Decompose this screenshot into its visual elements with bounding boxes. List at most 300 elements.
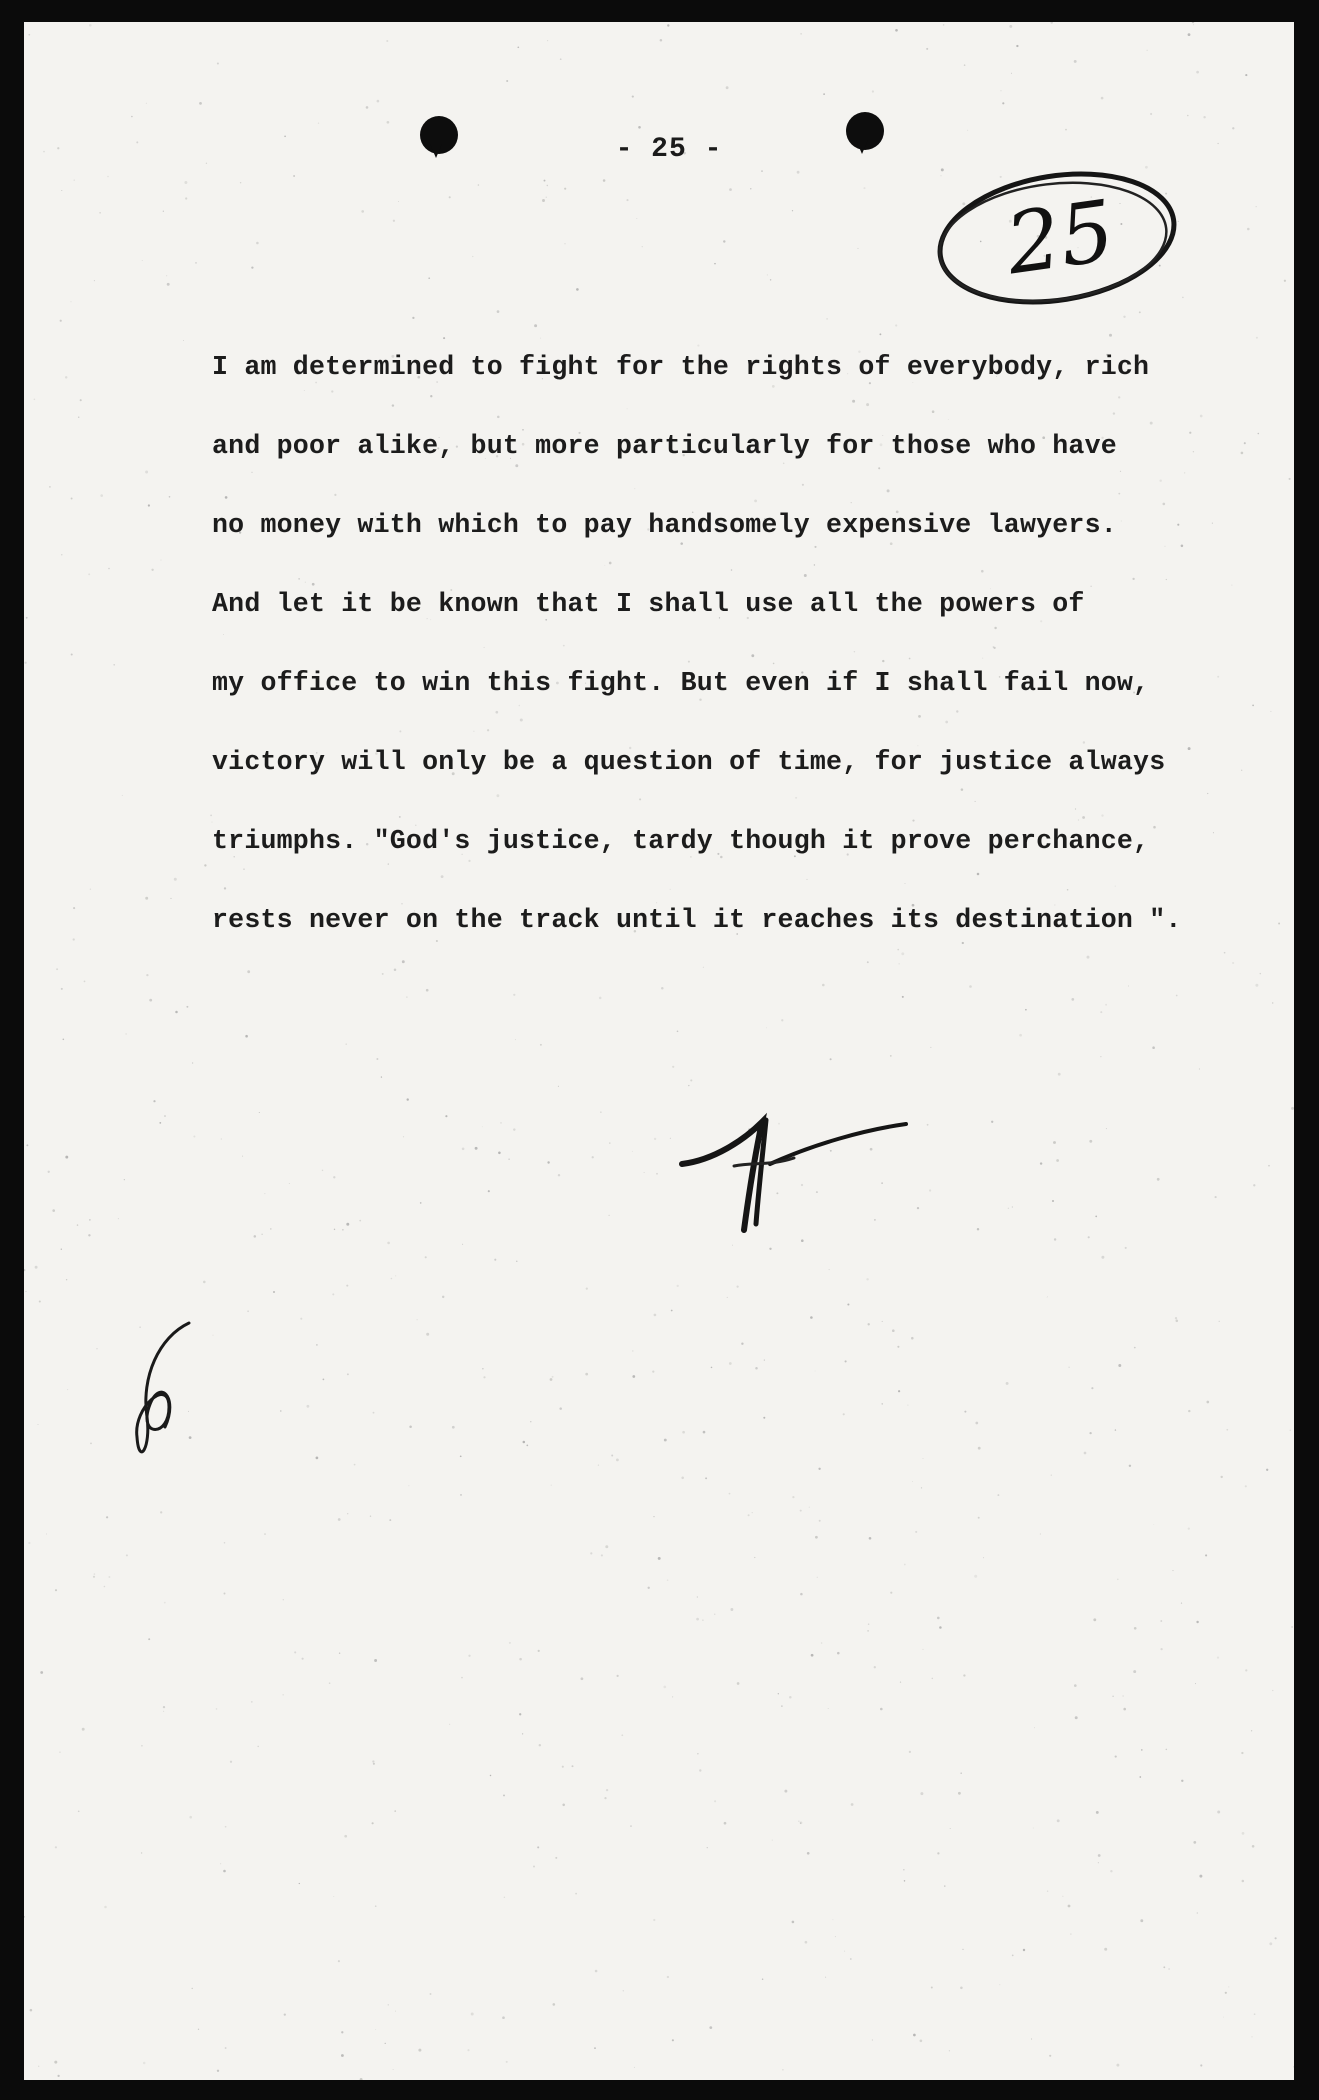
paper-speck: [604, 565, 605, 566]
paper-speck: [783, 463, 785, 465]
paper-speck: [374, 1659, 377, 1662]
paper-speck: [1011, 73, 1012, 74]
paper-speck: [907, 1405, 908, 1406]
paper-speck: [807, 879, 808, 880]
paper-speck: [46, 1534, 47, 1535]
paper-speck: [462, 1244, 463, 1245]
paper-speck: [767, 274, 768, 275]
paper-speck: [547, 1161, 549, 1163]
paper-speck: [442, 1296, 444, 1298]
paper-speck: [1098, 1854, 1101, 1857]
paper-speck: [632, 96, 634, 98]
paper-speck: [1040, 1162, 1042, 1164]
paper-speck: [498, 1152, 501, 1155]
paper-speck: [636, 218, 637, 219]
paper-speck: [408, 1485, 409, 1486]
paper-speck: [654, 1138, 656, 1140]
paper-speck: [982, 658, 983, 659]
paper-speck: [1251, 2036, 1252, 2037]
paper-speck: [1181, 1603, 1182, 1604]
paper-speck: [82, 1728, 85, 1731]
paper-speck: [211, 822, 212, 823]
paper-speck: [1051, 1474, 1052, 1475]
paper-speck: [835, 1936, 836, 1937]
paper-speck: [1226, 1429, 1228, 1431]
paper-speck: [927, 1124, 929, 1126]
paper-speck: [1101, 814, 1103, 816]
paper-speck: [829, 1269, 830, 1270]
paper-speck: [1193, 451, 1194, 452]
paper-speck: [1091, 1387, 1093, 1389]
paper-speck: [184, 181, 187, 184]
paper-speck: [164, 1115, 166, 1117]
paper-speck: [826, 318, 828, 320]
paper-speck: [912, 820, 914, 822]
paper-speck: [634, 2067, 635, 2068]
paper-speck: [533, 1866, 535, 1868]
paper-speck: [1047, 1296, 1048, 1297]
paper-speck: [656, 902, 657, 903]
paper-speck: [898, 1390, 900, 1392]
paper-speck: [697, 1596, 698, 1597]
paper-speck: [915, 1531, 917, 1533]
paper-speck: [251, 472, 252, 473]
paper-speck: [714, 263, 716, 265]
paper-speck: [761, 170, 763, 172]
paper-speck: [195, 262, 197, 264]
paper-speck: [398, 201, 399, 202]
paper-speck: [1203, 116, 1205, 118]
paper-speck: [869, 382, 871, 384]
paper-speck: [550, 1378, 553, 1381]
paper-speck: [832, 1919, 833, 1920]
paper-speck: [1129, 1465, 1131, 1467]
paper-speck: [1031, 2039, 1032, 2040]
paper-speck: [495, 711, 498, 714]
paper-speck: [621, 1734, 623, 1736]
paper-speck: [393, 220, 395, 222]
paper-speck: [729, 1493, 731, 1495]
paper-speck: [131, 116, 133, 118]
paper-speck: [171, 898, 172, 899]
paper-speck: [1110, 1870, 1112, 1872]
paper-speck: [993, 647, 995, 649]
paper-speck: [810, 1316, 813, 1319]
paper-speck: [412, 317, 414, 319]
paper-speck: [39, 1300, 41, 1302]
paper-speck: [1241, 452, 1244, 455]
paper-speck: [25, 662, 27, 664]
paper-speck: [1187, 115, 1189, 117]
paper-speck: [1153, 826, 1156, 829]
paper-speck: [381, 1076, 382, 1077]
paper-speck: [960, 1772, 962, 1774]
paper-speck: [904, 1564, 906, 1566]
paper-speck: [800, 1821, 803, 1824]
paper-speck: [923, 1649, 924, 1650]
paper-speck: [999, 1984, 1000, 1985]
paper-speck: [449, 196, 451, 198]
paper-speck: [417, 1319, 418, 1320]
paper-speck: [484, 647, 485, 648]
paper-speck: [1223, 2017, 1224, 2018]
paper-speck: [609, 562, 612, 565]
paper-speck: [126, 1554, 128, 1556]
paper-speck: [1098, 1862, 1099, 1863]
paper-speck: [1257, 433, 1259, 435]
paper-speck: [630, 1825, 631, 1826]
paper-speck: [943, 24, 945, 26]
paper-speck: [1040, 620, 1042, 622]
paper-speck: [697, 345, 699, 347]
paper-speck: [334, 1229, 335, 1230]
paper-speck: [500, 1122, 502, 1124]
paper-speck: [1068, 1367, 1069, 1368]
paper-speck: [224, 1593, 226, 1595]
paper-speck: [338, 1518, 341, 1521]
paper-speck: [407, 1098, 409, 1100]
paper-speck: [897, 949, 899, 951]
paper-speck: [504, 1897, 505, 1898]
paper-speck: [1270, 711, 1271, 712]
paper-speck: [975, 801, 976, 802]
paper-speck: [224, 887, 226, 889]
paper-speck: [961, 788, 964, 791]
paper-speck: [763, 1417, 765, 1419]
paper-speck: [617, 1675, 619, 1677]
paper-speck: [661, 987, 664, 990]
paper-speck: [890, 1055, 892, 1057]
text-line-4: And let it be known that I shall use all the powers of: [212, 589, 1085, 619]
paper-speck: [331, 390, 333, 392]
paper-speck: [494, 1259, 496, 1261]
paper-speck: [1254, 2013, 1256, 2015]
paper-speck: [59, 1752, 60, 1753]
paper-speck: [845, 1360, 847, 1362]
paper-speck: [752, 1512, 753, 1513]
paper-speck: [1002, 102, 1004, 104]
paper-speck: [373, 1763, 375, 1765]
paper-speck: [1245, 1485, 1247, 1487]
paper-speck: [726, 86, 729, 89]
paper-speck: [1200, 415, 1203, 418]
paper-speck: [837, 1652, 840, 1655]
paper-speck: [741, 1343, 743, 1345]
paper-speck: [38, 1424, 39, 1425]
paper-speck: [981, 570, 984, 573]
paper-speck: [552, 1376, 554, 1378]
paper-speck: [1195, 1683, 1196, 1684]
paper-speck: [189, 1816, 192, 1819]
paper-speck: [653, 1919, 655, 1921]
paper-speck: [143, 2062, 146, 2065]
paper-speck: [35, 1266, 38, 1269]
paper-speck: [632, 1350, 633, 1351]
paper-speck: [28, 1542, 30, 1544]
paper-speck: [707, 1847, 708, 1848]
paper-speck: [1096, 1811, 1099, 1814]
paper-speck: [344, 1835, 347, 1838]
paper-speck: [193, 1135, 195, 1137]
paper-speck: [88, 1234, 90, 1236]
paper-speck: [1278, 923, 1280, 925]
paper-speck: [817, 1577, 818, 1578]
paper-speck: [1188, 1527, 1190, 1529]
paper-speck: [903, 1869, 904, 1870]
paper-speck: [1033, 1827, 1034, 1828]
paper-speck: [709, 2026, 712, 2029]
paper-speck: [73, 907, 75, 909]
paper-speck: [815, 1371, 816, 1372]
paper-speck: [800, 1510, 802, 1512]
paper-speck: [141, 1852, 142, 1853]
paper-speck: [639, 798, 641, 800]
paper-speck: [1231, 585, 1232, 586]
paper-speck: [969, 985, 972, 988]
paper-speck: [789, 1696, 792, 1699]
paper-speck: [1188, 747, 1191, 750]
paper-speck: [526, 1445, 528, 1447]
paper-speck: [608, 1215, 609, 1216]
paper-speck: [251, 266, 253, 268]
paper-speck: [1255, 984, 1258, 987]
paper-speck: [161, 560, 162, 561]
paper-speck: [967, 130, 968, 131]
paper-speck: [284, 135, 286, 137]
paper-speck: [1117, 1579, 1119, 1581]
paper-speck: [66, 1279, 67, 1280]
paper-speck: [483, 1376, 485, 1378]
paper-speck: [1104, 1948, 1107, 1951]
paper-speck: [660, 39, 663, 42]
paper-speck: [601, 1554, 603, 1556]
paper-speck: [34, 399, 36, 401]
paper-speck: [603, 179, 606, 182]
paper-speck: [1062, 1896, 1063, 1897]
paper-speck: [551, 1485, 552, 1486]
paper-speck: [1047, 1297, 1048, 1298]
paper-speck: [1147, 50, 1148, 51]
paper-speck: [1116, 2064, 1119, 2067]
text-line-1: I am determined to fight for the rights of everybody, rich: [212, 352, 1150, 382]
paper-speck: [1023, 1949, 1025, 1951]
paper-speck: [471, 2013, 474, 2016]
paper-speck: [174, 878, 177, 881]
paper-speck: [312, 583, 315, 586]
paper-speck: [1181, 1780, 1183, 1782]
paper-speck: [169, 496, 171, 498]
paper-speck: [57, 147, 59, 149]
paper-speck: [902, 996, 904, 998]
paper-speck: [634, 488, 635, 489]
paper-speck: [1241, 770, 1242, 771]
paper-speck: [428, 277, 430, 279]
paper-speck: [1016, 45, 1018, 47]
paper-speck: [1040, 1533, 1041, 1534]
paper-speck: [1217, 676, 1219, 678]
paper-speck: [872, 90, 874, 92]
paper-speck: [1082, 816, 1085, 819]
paper-speck: [904, 1880, 905, 1881]
paper-speck: [78, 1810, 80, 1812]
paper-speck: [751, 654, 754, 657]
paper-speck: [795, 797, 797, 799]
paper-speck: [26, 1144, 28, 1146]
paper-speck: [800, 33, 801, 34]
handwritten-signature: [674, 1100, 914, 1240]
paper-speck: [868, 1323, 870, 1325]
paper-speck: [294, 1651, 296, 1653]
paper-speck: [544, 180, 546, 182]
paper-speck: [385, 2043, 386, 2044]
paper-speck: [366, 106, 369, 109]
paper-speck: [264, 1533, 266, 1535]
paper-speck: [929, 1189, 931, 1191]
paper-speck: [1252, 1845, 1255, 1848]
paper-speck: [520, 719, 523, 722]
punch-hole-right: [846, 112, 884, 150]
paper-speck: [844, 1951, 845, 1952]
paper-speck: [1105, 1004, 1107, 1006]
paper-speck: [680, 542, 683, 545]
paper-speck: [964, 64, 966, 66]
paper-speck: [814, 546, 816, 548]
paper-speck: [963, 1674, 965, 1676]
paper-speck: [670, 1138, 671, 1139]
paper-speck: [148, 1638, 150, 1640]
paper-speck: [212, 1335, 213, 1336]
paper-speck: [1078, 819, 1079, 820]
paper-speck: [1071, 998, 1074, 1001]
paper-speck: [522, 1733, 523, 1734]
paper-speck: [333, 1896, 334, 1897]
paper-speck: [149, 999, 152, 1002]
paper-speck: [1115, 1429, 1116, 1430]
paper-speck: [975, 1422, 978, 1425]
paper-speck: [962, 942, 964, 944]
paper-speck: [892, 1329, 895, 1332]
paper-speck: [1266, 1469, 1268, 1471]
paper-speck: [627, 408, 628, 409]
paper-speck: [329, 1682, 331, 1684]
paper-speck: [30, 2009, 33, 2012]
paper-speck: [1159, 479, 1161, 481]
paper-speck: [63, 1039, 65, 1041]
paper-speck: [354, 1464, 356, 1466]
paper-speck: [792, 1496, 794, 1498]
paper-speck: [377, 100, 380, 103]
paper-speck: [1083, 741, 1085, 743]
paper-speck: [825, 1977, 826, 1978]
paper-speck: [25, 1291, 26, 1292]
paper-speck: [148, 504, 150, 506]
paper-speck: [225, 496, 228, 499]
paper-speck: [1181, 545, 1184, 548]
paper-speck: [1150, 113, 1152, 115]
paper-speck: [1089, 1140, 1092, 1143]
paper-speck: [879, 333, 881, 335]
paper-speck: [656, 1173, 658, 1175]
paper-speck: [1196, 71, 1199, 74]
paper-speck: [89, 24, 92, 27]
paper-speck: [1199, 1068, 1200, 1069]
paper-speck: [595, 1970, 598, 1973]
paper-speck: [48, 1171, 50, 1173]
paper-speck: [93, 1576, 95, 1578]
paper-speck: [475, 1147, 478, 1150]
paper-speck: [74, 180, 75, 181]
paper-speck: [949, 2050, 950, 2051]
paper-speck: [912, 1481, 913, 1482]
paper-speck: [94, 1573, 96, 1575]
paper-speck: [727, 1297, 728, 1298]
paper-speck: [506, 80, 508, 82]
paper-speck: [805, 1941, 808, 1944]
paper-speck: [672, 2039, 674, 2041]
paper-speck: [542, 199, 545, 202]
paper-speck: [1256, 206, 1257, 207]
paper-speck: [488, 1190, 490, 1192]
paper-speck: [766, 1027, 767, 1028]
paper-speck: [382, 973, 384, 975]
paper-speck: [49, 486, 51, 488]
paper-speck: [403, 1136, 404, 1137]
paper-speck: [729, 188, 732, 191]
paper-speck: [1009, 25, 1012, 28]
text-line-7: triumphs. "God's justice, tardy though it prove perchance,: [212, 826, 1150, 856]
paper-speck: [769, 1248, 771, 1250]
paper-speck: [298, 578, 299, 579]
paper-speck: [104, 1586, 106, 1588]
paper-speck: [151, 569, 153, 571]
paper-speck: [145, 897, 148, 900]
folio-number-text: 25: [1000, 181, 1120, 294]
paper-speck: [334, 494, 336, 496]
paper-speck: [1049, 2055, 1051, 2057]
paper-speck: [882, 1321, 883, 1322]
paper-speck: [819, 1520, 821, 1522]
paper-speck: [782, 2069, 784, 2071]
paper-speck: [436, 940, 438, 942]
paper-speck: [564, 188, 566, 190]
paper-speck: [322, 1170, 323, 1171]
paper-speck: [1188, 1410, 1190, 1412]
text-line-2: and poor alike, but more particularly for those who have: [212, 431, 1117, 461]
paper-speck: [815, 1536, 818, 1539]
paper-speck: [923, 1458, 924, 1459]
paper-speck: [56, 968, 58, 970]
paper-speck: [977, 873, 980, 876]
paper-speck: [1008, 1208, 1009, 1209]
paper-speck: [482, 1368, 483, 1369]
paper-speck: [65, 376, 67, 378]
paper-speck: [626, 199, 628, 201]
text-line-6: victory will only be a question of time, for justice always: [212, 747, 1166, 777]
paper-speck: [811, 1654, 814, 1657]
paper-speck: [293, 175, 295, 177]
paper-speck: [1128, 986, 1129, 987]
paper-speck: [515, 464, 518, 467]
paper-speck: [784, 1790, 787, 1793]
paper-speck: [339, 1653, 340, 1654]
paper-speck: [772, 385, 775, 388]
paper-speck: [523, 1441, 526, 1444]
paper-speck: [1101, 1256, 1104, 1259]
paper-speck: [537, 1846, 539, 1848]
paper-speck: [1232, 127, 1234, 129]
paper-speck: [1070, 1934, 1071, 1935]
paper-speck: [346, 1285, 348, 1287]
